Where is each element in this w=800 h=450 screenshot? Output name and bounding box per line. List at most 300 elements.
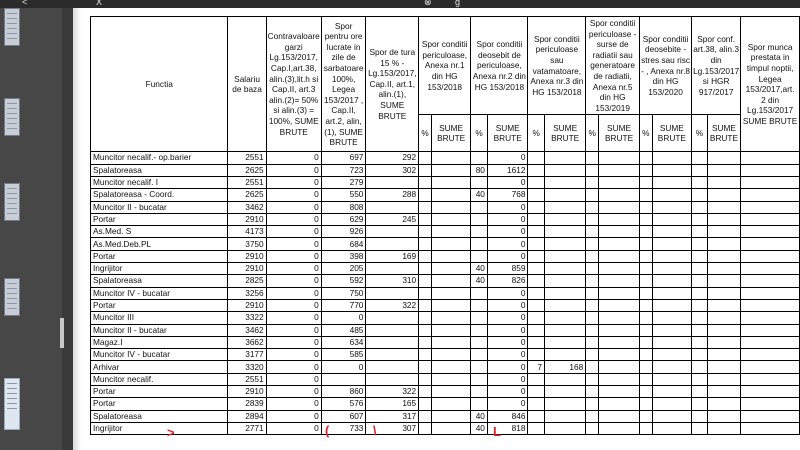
page-thumbnail[interactable] — [4, 8, 20, 46]
cell-anexa2-sume: 0 — [487, 312, 528, 324]
header-spor-anexa2: Spor conditii deosebit de periculoase, Anexa nr.2 din HG 153/2018 — [471, 17, 528, 115]
cell-anexa2-sume: 1612 — [487, 164, 528, 176]
cell-anexa1-sume — [431, 152, 470, 164]
table-row — [91, 361, 800, 373]
cell-spor-sarbatoare: 684 — [321, 238, 366, 250]
table-row — [91, 275, 800, 287]
cell-spor-sarbatoare: 808 — [321, 201, 366, 213]
table-row — [91, 422, 800, 434]
cell-anexa1-sume — [431, 336, 470, 348]
cell-anexa3-sume — [545, 238, 586, 250]
table-body — [91, 152, 800, 438]
cell-conf-pct — [692, 410, 708, 422]
cell-spor-sarbatoare: 585 — [321, 349, 366, 361]
cell-anexa5-sume — [599, 336, 640, 348]
cell-munca-noapte — [741, 189, 800, 201]
header-pct: % — [528, 115, 545, 152]
cell-anexa5-pct — [586, 299, 599, 311]
cell-conf-pct — [692, 189, 708, 201]
cell-spor-tura — [366, 373, 419, 385]
cell-spor-sarbatoare: 398 — [321, 250, 366, 262]
cell-anexa5-pct — [586, 361, 599, 373]
cell-anexa3-sume — [545, 299, 586, 311]
cell-anexa1-sume — [431, 349, 470, 361]
cell-salariu: 2625 — [228, 164, 266, 176]
cell-anexa1-sume — [431, 226, 470, 238]
cell-spor-tura — [366, 324, 419, 336]
cell-conf-sume — [707, 299, 740, 311]
table-row — [91, 385, 800, 397]
table-row — [91, 263, 800, 275]
cell-anexa8-sume — [652, 385, 691, 397]
cell-munca-noapte — [741, 385, 800, 397]
thumbnail-panel[interactable] — [0, 8, 62, 450]
cell-anexa3-pct — [528, 349, 545, 361]
header-pct: % — [419, 115, 432, 152]
cell-contravaloare-garzi: 0 — [266, 189, 321, 201]
cell-anexa2-pct — [471, 287, 488, 299]
cell-anexa2-pct: 40 — [471, 189, 488, 201]
cell-anexa5-sume — [599, 287, 640, 299]
cell-anexa3-pct — [528, 164, 545, 176]
cell-anexa5-sume — [599, 213, 640, 225]
cell-spor-sarbatoare: 770 — [321, 299, 366, 311]
cell-anexa8-sume — [652, 176, 691, 188]
cell-anexa2-pct — [471, 226, 488, 238]
cell-anexa1-sume — [431, 324, 470, 336]
cell-anexa3-pct: 7 — [528, 361, 545, 373]
cell-anexa1-pct — [419, 189, 432, 201]
cell-anexa8-sume — [652, 398, 691, 410]
cell-anexa3-sume — [545, 422, 586, 434]
cell-anexa5-sume — [599, 275, 640, 287]
cell-spor-tura — [366, 336, 419, 348]
cell-anexa8-sume — [652, 336, 691, 348]
table-row — [91, 226, 800, 238]
cell-conf-sume — [707, 349, 740, 361]
cell-anexa5-sume — [599, 373, 640, 385]
cell-anexa2-pct — [471, 398, 488, 410]
cell-anexa8-pct — [640, 152, 653, 164]
cell-contravaloare-garzi: 0 — [266, 336, 321, 348]
cell-anexa1-pct — [419, 201, 432, 213]
toolbar-glyph-close[interactable]: X — [96, 0, 103, 7]
cell-anexa5-pct — [586, 238, 599, 250]
cell-anexa1-pct — [419, 336, 432, 348]
cell-conf-sume — [707, 336, 740, 348]
cell-anexa3-sume — [545, 336, 586, 348]
header-spor-conf: Spor conf. art.38, alin.3 din Lg.153/2017 si HGR 917/2017 — [692, 17, 741, 115]
cell-conf-sume — [707, 250, 740, 262]
cell-anexa5-pct — [586, 250, 599, 262]
cell-anexa8-pct — [640, 238, 653, 250]
cell-munca-noapte — [741, 263, 800, 275]
cell-anexa1-pct — [419, 373, 432, 385]
cell-conf-pct — [692, 361, 708, 373]
cell-anexa8-pct — [640, 226, 653, 238]
cell-functia: Arhivar — [91, 361, 228, 373]
cell-anexa1-sume — [431, 238, 470, 250]
cell-contravaloare-garzi: 0 — [266, 152, 321, 164]
cell-contravaloare-garzi: 0 — [266, 410, 321, 422]
cell-conf-pct — [692, 213, 708, 225]
cell-anexa1-sume — [431, 287, 470, 299]
header-pct: % — [471, 115, 488, 152]
cell-anexa8-sume — [652, 226, 691, 238]
cell-anexa3-pct — [528, 176, 545, 188]
toolbar — [0, 0, 800, 8]
cell-anexa5-pct — [586, 164, 599, 176]
cell-anexa8-sume — [652, 410, 691, 422]
header-sume-brute: SUME BRUTE — [652, 115, 691, 152]
cell-anexa2-sume: 0 — [487, 361, 528, 373]
cell-spor-sarbatoare: 926 — [321, 226, 366, 238]
cell-conf-sume — [707, 287, 740, 299]
table-row — [91, 410, 800, 422]
cell-conf-pct — [692, 422, 708, 434]
cell-anexa8-sume — [652, 213, 691, 225]
cell-anexa8-pct — [640, 349, 653, 361]
cell-anexa2-pct: 40 — [471, 263, 488, 275]
cell-spor-tura: 310 — [366, 275, 419, 287]
cell-anexa5-sume — [599, 226, 640, 238]
cell-anexa8-pct — [640, 213, 653, 225]
cell-salariu: 2839 — [228, 398, 266, 410]
cell-conf-pct — [692, 324, 708, 336]
cell-anexa5-sume — [599, 189, 640, 201]
cell-functia: Muncitor IV - bucatar — [91, 287, 228, 299]
cell-contravaloare-garzi: 0 — [266, 385, 321, 397]
cell-anexa1-pct — [419, 361, 432, 373]
cell-anexa3-pct — [528, 299, 545, 311]
cell-anexa5-sume — [599, 361, 640, 373]
table-row — [91, 250, 800, 262]
page-thumbnail[interactable] — [4, 278, 20, 316]
cell-spor-tura: 302 — [366, 164, 419, 176]
cell-contravaloare-garzi: 0 — [266, 299, 321, 311]
cell-anexa8-pct — [640, 385, 653, 397]
cell-functia: Muncitor III — [91, 312, 228, 324]
cell-munca-noapte — [741, 164, 800, 176]
cell-anexa3-pct — [528, 275, 545, 287]
cell-anexa8-pct — [640, 373, 653, 385]
cell-anexa3-pct — [528, 324, 545, 336]
cell-anexa3-pct — [528, 287, 545, 299]
cell-functia: Muncitor IV - bucatar — [91, 349, 228, 361]
cell-anexa1-sume — [431, 263, 470, 275]
toolbar-glyph-text: g — [455, 0, 461, 7]
cell-anexa2-sume: 0 — [487, 287, 528, 299]
cell-conf-sume — [707, 213, 740, 225]
cell-anexa8-pct — [640, 398, 653, 410]
cell-conf-pct — [692, 152, 708, 164]
table-row — [91, 336, 800, 348]
toolbar-glyph-tool[interactable]: ⊗ — [424, 0, 432, 7]
cell-anexa1-pct — [419, 152, 432, 164]
cell-anexa1-pct — [419, 250, 432, 262]
cell-anexa1-sume — [431, 373, 470, 385]
cell-contravaloare-garzi: 0 — [266, 349, 321, 361]
toolbar-glyph-back[interactable]: < — [22, 0, 28, 7]
cell-anexa5-pct — [586, 385, 599, 397]
cell-anexa5-pct — [586, 336, 599, 348]
cell-conf-sume — [707, 324, 740, 336]
cell-functia: Portar — [91, 398, 228, 410]
cell-conf-sume — [707, 373, 740, 385]
cell-conf-sume — [707, 275, 740, 287]
cell-anexa2-sume: 0 — [487, 226, 528, 238]
cell-salariu: 2910 — [228, 250, 266, 262]
cell-anexa2-pct: 40 — [471, 410, 488, 422]
cell-anexa2-pct — [471, 152, 488, 164]
cell-anexa3-pct — [528, 263, 545, 275]
cell-anexa1-sume — [431, 189, 470, 201]
cell-anexa2-sume: 0 — [487, 299, 528, 311]
cell-spor-tura — [366, 238, 419, 250]
cell-spor-sarbatoare: 205 — [321, 263, 366, 275]
cell-anexa1-pct — [419, 275, 432, 287]
annotation-arrow-mark: > — [167, 425, 175, 440]
cell-contravaloare-garzi: 0 — [266, 201, 321, 213]
cell-anexa2-sume: 768 — [487, 189, 528, 201]
cell-conf-pct — [692, 238, 708, 250]
cell-munca-noapte — [741, 349, 800, 361]
cell-anexa1-pct — [419, 422, 432, 434]
cell-anexa1-pct — [419, 238, 432, 250]
cell-conf-sume — [707, 189, 740, 201]
cell-anexa5-sume — [599, 299, 640, 311]
cell-munca-noapte — [741, 422, 800, 434]
table-row — [91, 152, 800, 164]
cell-anexa2-sume: 0 — [487, 176, 528, 188]
cell-contravaloare-garzi: 0 — [266, 398, 321, 410]
cell-anexa5-pct — [586, 213, 599, 225]
cell-anexa3-sume — [545, 312, 586, 324]
cell-anexa8-pct — [640, 189, 653, 201]
cell-anexa5-pct — [586, 201, 599, 213]
header-spor-anexa8: Spor conditii deosebite - stres sau risc - , Anexa nr.8 din HG 153/2020 — [640, 17, 692, 115]
cell-spor-sarbatoare: 860 — [321, 385, 366, 397]
cell-anexa3-pct — [528, 336, 545, 348]
cell-anexa2-sume: 0 — [487, 336, 528, 348]
cell-salariu: 3462 — [228, 324, 266, 336]
cell-spor-sarbatoare: 279 — [321, 176, 366, 188]
cell-anexa3-sume — [545, 189, 586, 201]
cell-conf-sume — [707, 176, 740, 188]
page-thumbnail-selected[interactable] — [4, 378, 20, 430]
cell-anexa2-sume: 818 — [487, 422, 528, 434]
cell-anexa5-sume — [599, 312, 640, 324]
cell-anexa3-sume — [545, 250, 586, 262]
cell-anexa2-pct: 80 — [471, 164, 488, 176]
cell-anexa3-pct — [528, 238, 545, 250]
cell-munca-noapte — [741, 361, 800, 373]
cell-anexa5-pct — [586, 275, 599, 287]
cell-anexa8-sume — [652, 373, 691, 385]
cell-functia: Spalatoreasa - Coord. — [91, 189, 228, 201]
cell-spor-sarbatoare: 485 — [321, 324, 366, 336]
cell-anexa8-pct — [640, 250, 653, 262]
cell-anexa3-pct — [528, 422, 545, 434]
cell-anexa3-pct — [528, 373, 545, 385]
cell-anexa5-sume — [599, 324, 640, 336]
cell-spor-sarbatoare: 733 — [321, 422, 366, 434]
cell-functia: Portar — [91, 385, 228, 397]
cell-salariu: 3750 — [228, 238, 266, 250]
annotation-check-mark: \ — [373, 423, 377, 438]
cell-anexa1-sume — [431, 201, 470, 213]
header-sume-brute: SUME BRUTE — [431, 115, 470, 152]
cell-spor-tura: 292 — [366, 152, 419, 164]
cell-conf-pct — [692, 287, 708, 299]
cell-anexa2-pct — [471, 324, 488, 336]
cell-anexa3-pct — [528, 201, 545, 213]
cell-anexa2-pct — [471, 385, 488, 397]
cell-anexa8-sume — [652, 164, 691, 176]
table-row — [91, 373, 800, 385]
cell-spor-sarbatoare — [321, 373, 366, 385]
panel-resize-handle[interactable] — [60, 318, 64, 348]
cell-anexa1-sume — [431, 422, 470, 434]
cell-anexa8-sume — [652, 324, 691, 336]
cell-anexa8-pct — [640, 201, 653, 213]
cell-anexa3-pct — [528, 213, 545, 225]
cell-anexa2-sume: 859 — [487, 263, 528, 275]
cell-functia: Magaz.I — [91, 336, 228, 348]
cell-anexa3-pct — [528, 189, 545, 201]
cell-contravaloare-garzi: 0 — [266, 238, 321, 250]
cell-anexa3-sume — [545, 324, 586, 336]
cell-anexa8-sume — [652, 287, 691, 299]
cell-anexa1-sume — [431, 398, 470, 410]
cell-munca-noapte — [741, 287, 800, 299]
cell-conf-pct — [692, 336, 708, 348]
cell-spor-sarbatoare: 723 — [321, 164, 366, 176]
cell-contravaloare-garzi: 0 — [266, 250, 321, 262]
cell-functia: Spalatoreasa — [91, 275, 228, 287]
cell-anexa8-pct — [640, 324, 653, 336]
cell-anexa5-sume — [599, 250, 640, 262]
cell-munca-noapte — [741, 238, 800, 250]
cell-anexa1-pct — [419, 385, 432, 397]
cell-spor-sarbatoare: 550 — [321, 189, 366, 201]
cell-anexa1-sume — [431, 164, 470, 176]
cell-salariu: 3256 — [228, 287, 266, 299]
cell-anexa2-sume: 0 — [487, 398, 528, 410]
cell-anexa3-sume — [545, 201, 586, 213]
cell-conf-pct — [692, 299, 708, 311]
table-row — [91, 213, 800, 225]
cell-spor-sarbatoare: 629 — [321, 213, 366, 225]
header-spor-anexa3: Spor conditii periculoase sau vatamatoare, Anexa nr.3 din HG 153/2018 — [528, 17, 586, 115]
cell-spor-tura: 322 — [366, 385, 419, 397]
cell-anexa2-sume: 0 — [487, 213, 528, 225]
cell-anexa5-pct — [586, 287, 599, 299]
cell-anexa3-sume — [545, 398, 586, 410]
cell-contravaloare-garzi: 0 — [266, 226, 321, 238]
cell-anexa8-sume — [652, 263, 691, 275]
cell-salariu: 3177 — [228, 349, 266, 361]
cell-conf-pct — [692, 263, 708, 275]
cell-conf-sume — [707, 361, 740, 373]
cell-anexa8-pct — [640, 410, 653, 422]
cell-anexa1-pct — [419, 287, 432, 299]
cell-spor-tura — [366, 312, 419, 324]
header-sume-brute: SUME BRUTE — [545, 115, 586, 152]
cell-contravaloare-garzi: 0 — [266, 176, 321, 188]
cell-anexa1-sume — [431, 275, 470, 287]
cell-munca-noapte — [741, 398, 800, 410]
cell-spor-sarbatoare: 750 — [321, 287, 366, 299]
cell-anexa5-pct — [586, 398, 599, 410]
cell-functia: Muncitor necalif. — [91, 373, 228, 385]
header-sume-brute: SUME BRUTE — [707, 115, 740, 152]
page-thumbnail[interactable] — [4, 183, 20, 221]
cell-functia: Ingrijitor — [91, 263, 228, 275]
cell-salariu: 2625 — [228, 189, 266, 201]
table-row — [91, 164, 800, 176]
cell-anexa1-pct — [419, 349, 432, 361]
header-spor-anexa1: Spor conditii periculoase, Anexa nr.1 din HG 153/2018 — [419, 17, 471, 115]
cell-conf-sume — [707, 422, 740, 434]
table-row — [91, 299, 800, 311]
cell-functia: Portar — [91, 250, 228, 262]
cell-anexa8-sume — [652, 238, 691, 250]
cell-anexa8-sume — [652, 422, 691, 434]
page-thumbnail[interactable] — [4, 98, 20, 136]
cell-spor-tura — [366, 263, 419, 275]
cell-salariu: 3462 — [228, 201, 266, 213]
cell-contravaloare-garzi: 0 — [266, 422, 321, 434]
cell-anexa2-sume: 0 — [487, 250, 528, 262]
cell-spor-sarbatoare: 0 — [321, 312, 366, 324]
cell-salariu: 2551 — [228, 176, 266, 188]
cell-anexa1-sume — [431, 213, 470, 225]
cell-conf-sume — [707, 164, 740, 176]
cell-anexa2-sume: 0 — [487, 152, 528, 164]
cell-anexa8-pct — [640, 312, 653, 324]
cell-anexa1-pct — [419, 410, 432, 422]
cell-spor-tura — [366, 361, 419, 373]
cell-anexa3-sume — [545, 287, 586, 299]
cell-anexa8-pct — [640, 336, 653, 348]
cell-anexa8-pct — [640, 176, 653, 188]
cell-munca-noapte — [741, 312, 800, 324]
cell-anexa2-pct — [471, 238, 488, 250]
cell-functia: Muncitor necalif. I — [91, 176, 228, 188]
cell-anexa2-pct: 40 — [471, 275, 488, 287]
header-functia: Functia — [91, 17, 228, 152]
cell-anexa1-pct — [419, 312, 432, 324]
cell-conf-pct — [692, 373, 708, 385]
table-row — [91, 312, 800, 324]
cell-spor-sarbatoare: 634 — [321, 336, 366, 348]
cell-anexa8-pct — [640, 275, 653, 287]
cell-anexa2-sume: 0 — [487, 324, 528, 336]
cell-conf-pct — [692, 385, 708, 397]
cell-anexa2-pct — [471, 201, 488, 213]
cell-munca-noapte — [741, 299, 800, 311]
cell-salariu: 2910 — [228, 385, 266, 397]
cell-spor-tura — [366, 349, 419, 361]
cell-contravaloare-garzi: 0 — [266, 324, 321, 336]
cell-anexa3-sume — [545, 164, 586, 176]
cell-anexa5-pct — [586, 263, 599, 275]
cell-conf-pct — [692, 176, 708, 188]
cell-spor-sarbatoare: 576 — [321, 398, 366, 410]
cell-anexa5-pct — [586, 312, 599, 324]
cell-munca-noapte — [741, 226, 800, 238]
